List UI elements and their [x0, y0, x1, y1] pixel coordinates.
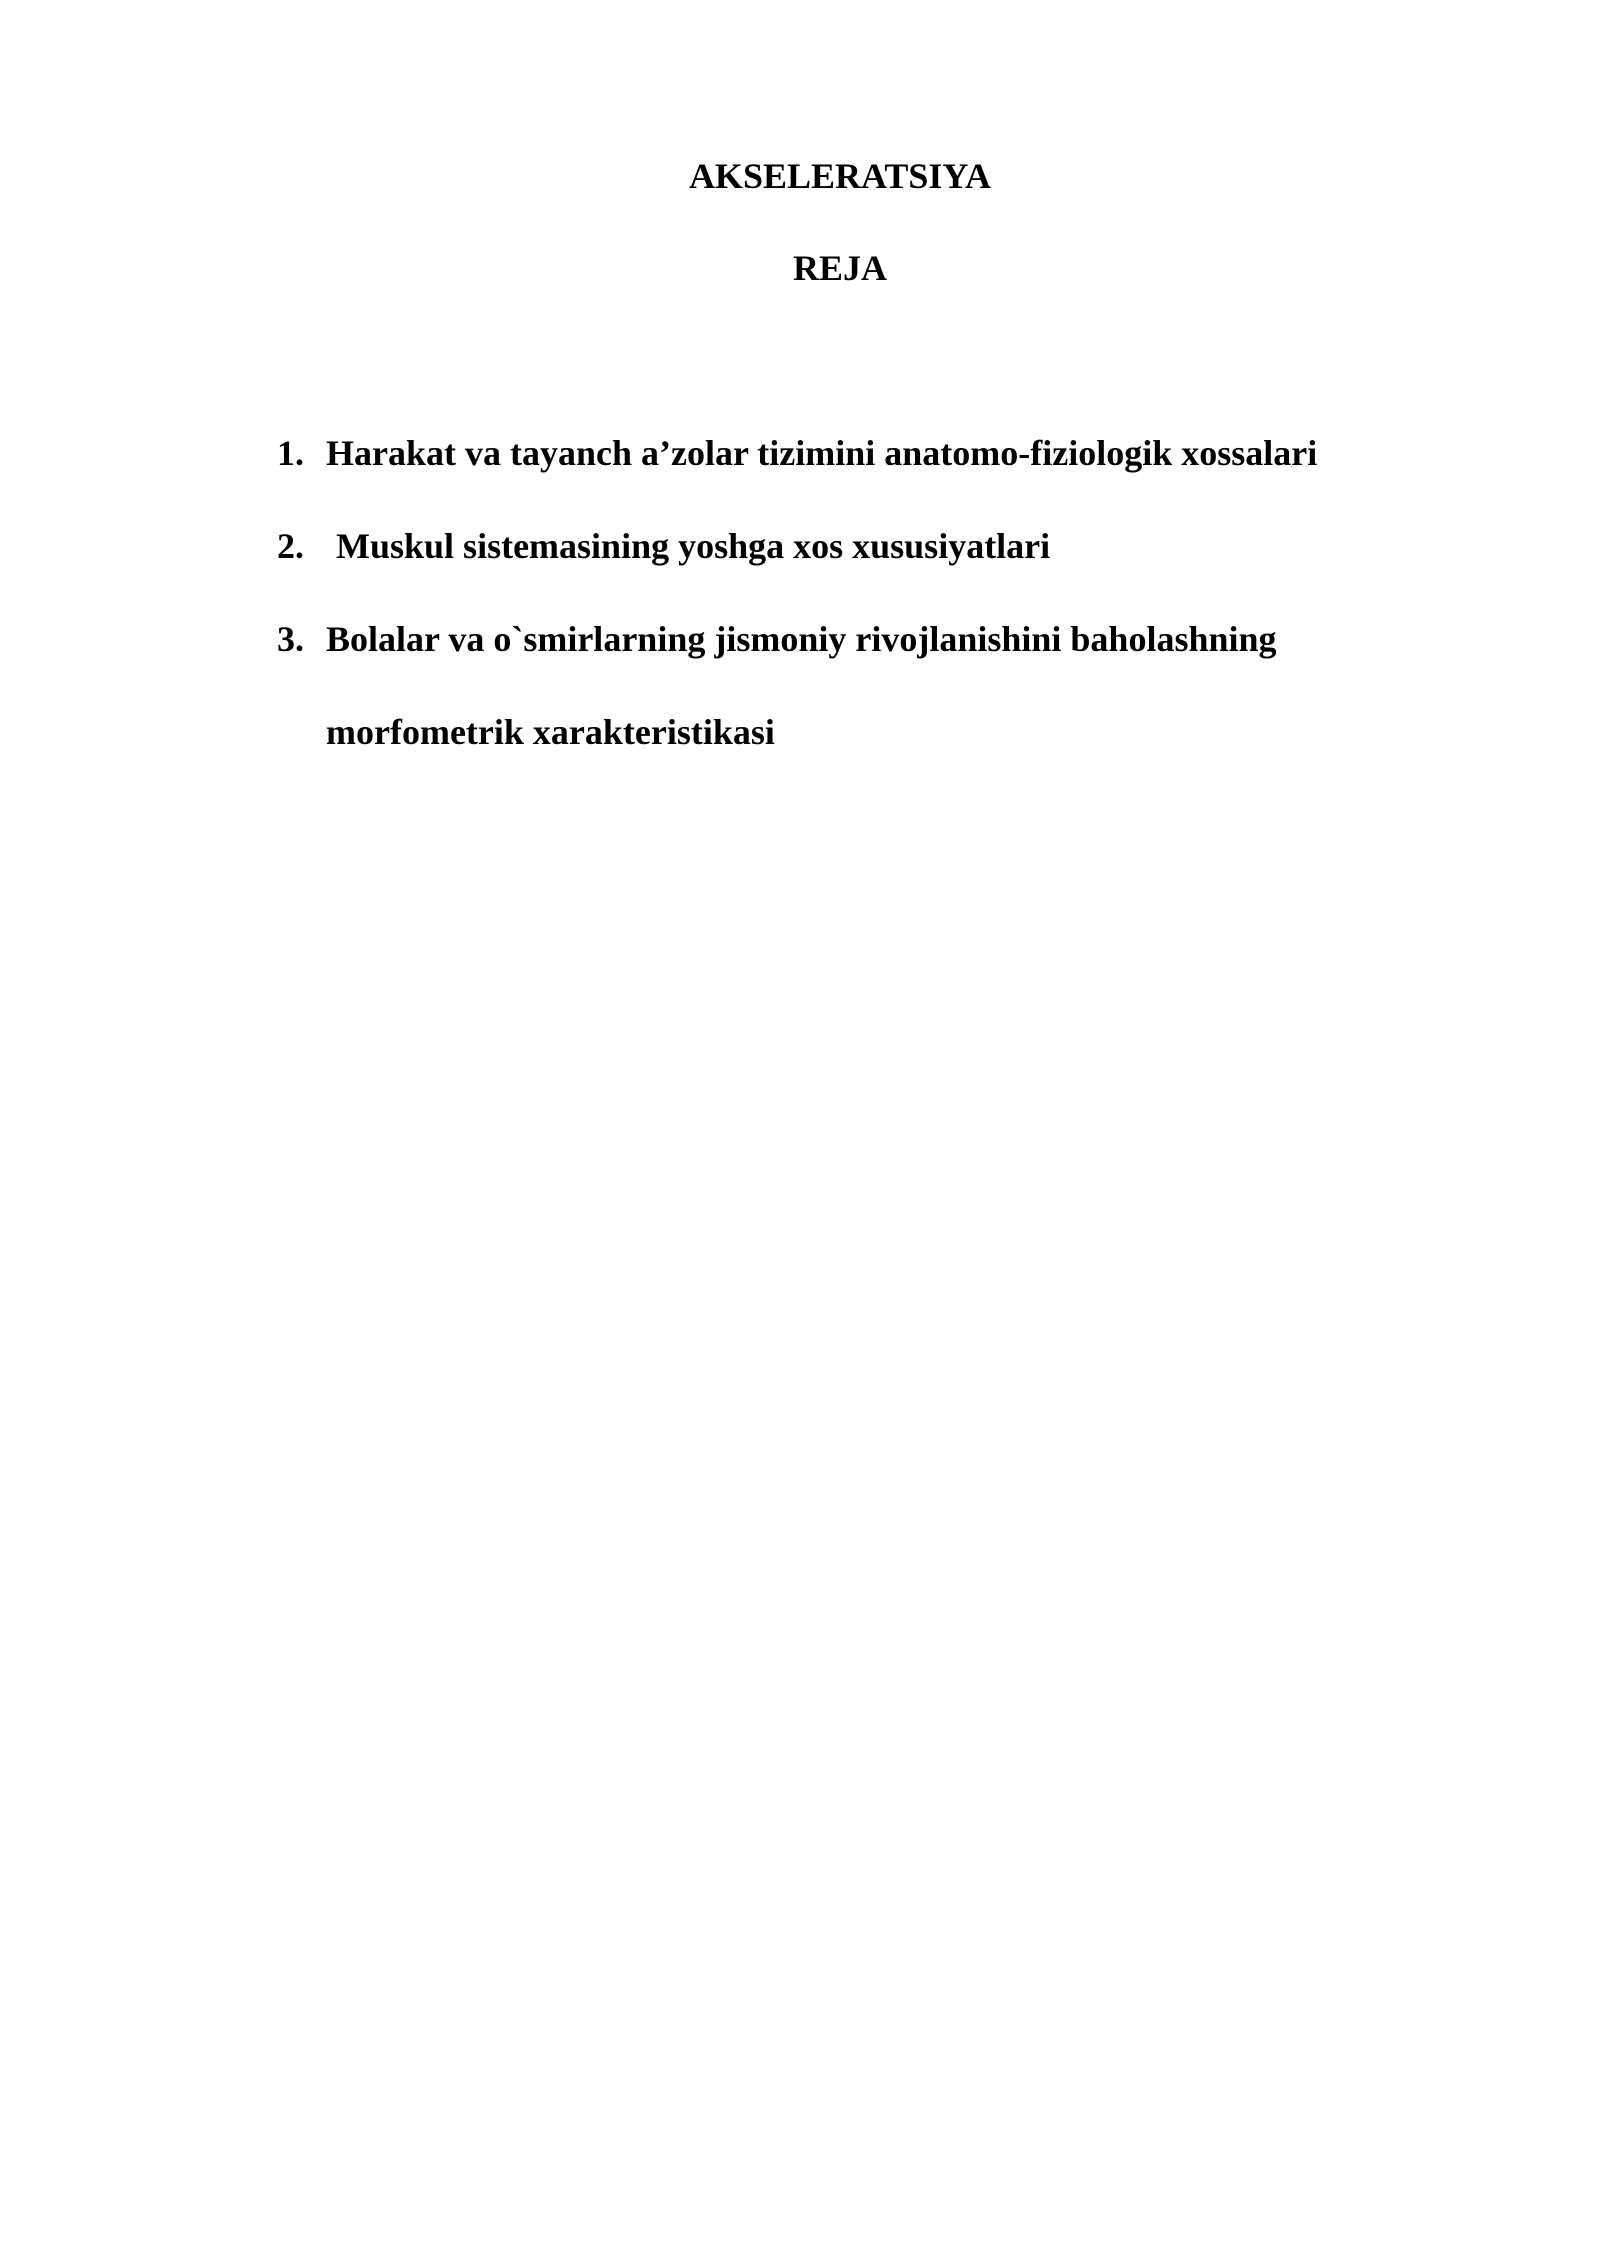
plan-list [277, 430, 1537, 755]
plan-item-3 [277, 616, 1537, 755]
plan-item-2 [277, 523, 1537, 569]
plan-item-text: Bolalar va o`smirlarning jismoniy rivojlanishini baholashning [326, 619, 1277, 659]
plan-item-text: Harakat va tayanch a’zolar tizimini anatomo-fiziologik xossalari [326, 433, 1318, 473]
plan-item-number: 1. [277, 433, 304, 473]
plan-item-number: 3. [277, 619, 304, 659]
document-title: AKSELERATSIYA [688, 156, 992, 196]
document-subtitle: REJA [792, 248, 887, 288]
plan-item-text: Muskul sistemasining yoshga xos xususiyatlari [336, 526, 1051, 566]
plan-item-text-continuation: morfometrik xarakteristikasi [326, 712, 775, 752]
plan-item-number: 2. [277, 526, 304, 566]
plan-item-1 [277, 430, 1537, 476]
